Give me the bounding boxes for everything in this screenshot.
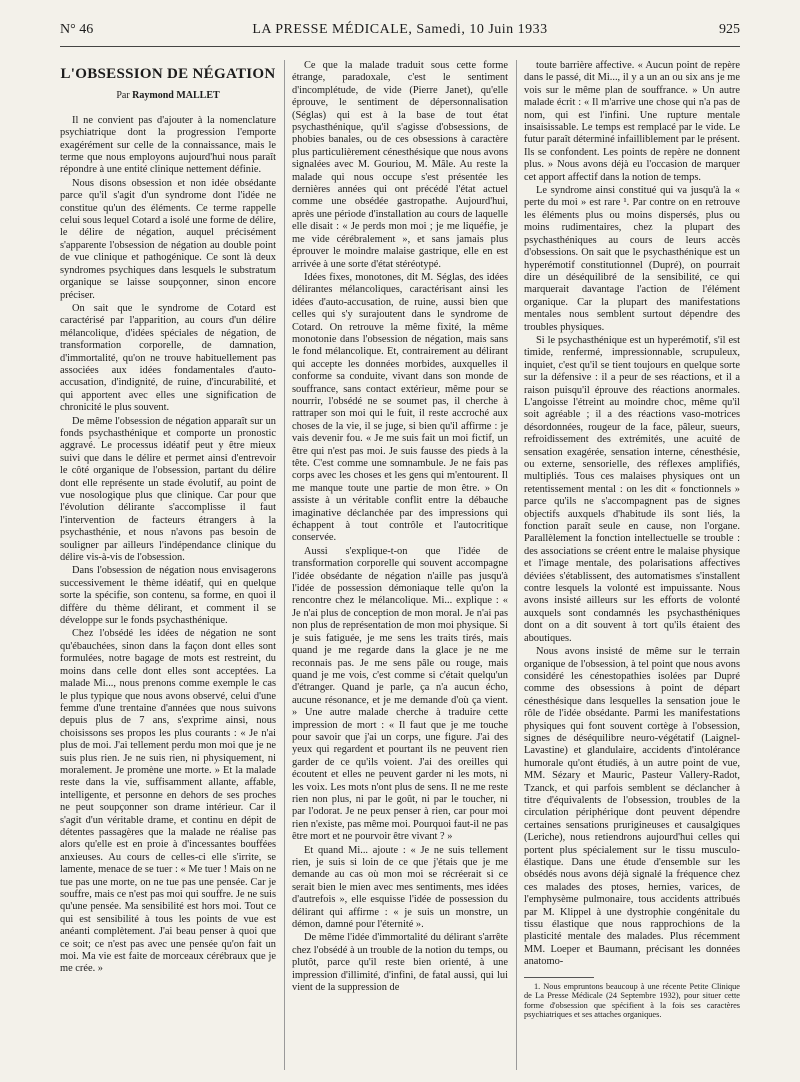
paragraph: Le syndrome ainsi constitué qui va jusqu'à la « perte du moi » est rare ¹. Par contre on en retrouve les éléments plus ou moins dispersés, plus ou moins rudimentaires, chez la plupart des psychasthéniques au cours de leurs accès d'obsessions. On sait que le psychasthénique est un hyperémotif constitutionnel (Dupré), on pourrait dire un déséquilibré de la sensibilité, ce qui marquerait davantage l'action de l'élément organique. Car la plupart des manifestations mentales nous semblent surtout dépendre des troubles physiques. [524, 185, 740, 333]
footnote-rule [524, 977, 594, 978]
byline [60, 90, 276, 102]
column-2 [292, 60, 508, 1070]
footnote-text: 1. Nous empruntons beaucoup à une récente Petite Clinique de La Presse Médicale (24 Septembre 1932), pour situer cette forme d'obsession que spécifient à la fois ses caractères psychiatriques et ses attaches organiques. [524, 981, 740, 1020]
byline-prefix: Par [116, 90, 130, 102]
column-3 [524, 60, 740, 1070]
column-divider [284, 60, 285, 1070]
paragraph: On sait que le syndrome de Cotard est caractérisé par l'apparition, au cours d'un délire mélancolique, d'idées spéciales de négation, de transformation corporelle, de damnation, d'immortalité, qu'on ne trouve habituellement pas associées aux idées fondamentales d'auto-accusation, d'indignité, de ruine, d'incurabilité, et qui apportent avec elles une signification de chronicité le plus souvent. [60, 302, 276, 414]
paragraph: Il ne convient pas d'ajouter à la nomenclature psychiatrique dont la progression l'emporte exagérément sur celle de la connaissance, mais le terme que nous employons aujourd'hui nous paraît répondre à une entité clinique nettement définie. [60, 114, 276, 176]
paragraph: Nous avons insisté de même sur le terrain organique de l'obsession, à tel point que nous avons considéré les cénestopathies isolées par Dupré comme des obsessions à point de départ cénesthésique dans lesquelles la sensation joue le rôle de l'idée obsédante. Parmi les manifestations physiques qui font souvent cortège à l'obsession, signes de déséquilibre neuro-végétatif (Laignel-Lavastine) et glandulaire, accidents d'intolérance humorale qu'ont étudiés, à un autre point de vue, MM. Sézary et Mauric, Pasteur Vallery-Radot, Tzanck, et qui parfois semblent se déclancher à titre d'équivalents de l'obsession, troubles de la circulation périphérique dont peuvent dépendre certaines sensations prurigineuses et causalgiques (Leriche), nous retiendrons aujourd'hui celles qui portent plus spécialement sur le tissu musculo-élastique. Dans une étude d'ensemble sur les obsédés nous avons déjà signalé la fréquence chez ces malades des ptoses, hernies, varices, de l'emphysème pulmonaire, tous accidents attribués par M. Klippel à une dystrophie congénitale du tissu élastique que nous rapprochions de la plasticité mentale des malades. Plus récemment MM. Loeper et Baumann, précisant les données anatomo- [524, 646, 740, 968]
journal-title: LA PRESSE MÉDICALE, Samedi, 10 Juin 1933 [252, 22, 548, 37]
issue-number: N° 46 [60, 22, 94, 37]
paragraph: Chez l'obsédé les idées de négation ne sont qu'ébauchées, sinon dans la façon dont elles sont formulées, notre bagage de mots est restreint, du moins dans celle dont elles sont acceptées. La malade Mi..., nous prenons comme exemple le cas le plus typique que nous avons observé, celui d'une femme d'une trentaine d'années que nous suivons depuis plus de 7 ans, s'exprime ainsi, nous choisissons ses propos les plus courants : « Je n'ai plus de moi. J'ai tellement perdu mon moi que je ne suis plus rien. Je ne suis rien, ni physiquement, ni moralement. Je promène une morte. » Et la malade reste dans la vie, suffisamment allante, affable, intelligente, et personne en dehors de ses proches ne peut soupçonner son drame intérieur. Car il s'agit d'un véritable drame, et continu en dépit de détentes passagères que la malade ne réalise pas alors qu'elle est en proie à d'incessantes bouffées anxieuses. Au cours de celles-ci elle s'irrite, se lamente, menace de se tuer : « Me tuer ! Mais on ne tue pas une morte, on ne tue pas une pensée. Car je souffre, mais ce n'est pas moi qui souffre. Je ne suis qu'une pensée. Ma sensibilité est hors moi. Tout ce qui est sensibilité à tous les points de vue est anéanti complètement. J'ai beau penser à quoi que ce soit; ce n'est pas avec une pensée qu'on fait un moi. Ma vie est faite de morceaux cérébraux que je me crée. » [60, 628, 276, 975]
paragraph: Nous disons obsession et non idée obsédante parce qu'il s'agit d'un syndrome dont l'idée ne constitue qu'un des éléments. Ce terme rappelle celui sous lequel Cotard a isolé une forme de délire, le délire de négation, auquel précisément s'apparente l'obsession de négation au double point de vue clinique et pathogénique. Ce sont là deux syndromes psychiques dans lesquels le substratum organique se laisse soupçonner, sinon encore préciser. [60, 177, 276, 301]
page-header [60, 22, 740, 44]
footnote [524, 982, 740, 1020]
header-rule [60, 46, 740, 47]
paragraph: Ce que la malade traduit sous cette forme étrange, paradoxale, c'est le sentiment d'incomplétude, de vide (Pierre Janet), qu'elle éprouve, le sentiment de dépersonnalisation (Séglas) qui est à la base de tout état psychasthénique, qu'il s'agisse d'obsessions, de phobies banales, ou de ces obsessions à caractère plus particulièrement cénesthésique que nous avons signalées avec M. Gouriou, M. Mâle. Au reste la malade qui nous occupe s'est présentée les dernières années qui ont précédé l'état actuel comme une obsédée gastropathe. Aujourd'hui, après une période d'installation au cours de laquelle elle disait : « Je perds mon moi ; je me liquéfie, je me vide cérébralement », et sans jamais plus éprouver le moindre malaise gastrique, elle en est arrivée à une sorte d'état stéréotypé. [292, 60, 508, 270]
paragraph: Et quand Mi... ajoute : « Je ne suis tellement rien, je suis si loin de ce que j'étais que je me demande au cas où mon moi se récréerait si ce serait bien le mien avec mes sentiments, mes idées d'autrefois », elle esquisse l'idée de possession du délirant qui affirme : « je suis un monstre, un démon, damné pour l'éternité ». [292, 844, 508, 931]
paragraph: Aussi s'explique-t-on que l'idée de transformation corporelle qui souvent accompagne l'idée obsédante de négation n'aille pas jusqu'à l'idée de possession démoniaque telle qu'on la rencontre chez le mélancolique. Mi... explique : « Je n'ai plus de conception de mon moral. Je n'ai pas non plus de représentation de mon moi physique. Si je suis fatiguée, je me sens les traits tirés, mais quand je me regarde dans la glace je ne me reconnais pas. Je me sens pâle ou rouge, mais quand je me vois, c'est comme si c'était quelqu'un d'étranger. Quand je parle, ça n'a aucun écho, aucune résonance, et je me demande d'où ça vient. » Une autre malade cherche à traduire cette impression de mort : « Il faut que je me touche pour savoir que j'ai un corps, une figure. J'ai des yeux qui regardent et pourtant ils ne peuvent rien garder de ce qu'ils voient. J'ai des oreilles qui écoutent et elles ne peuvent garder ni les mots, ni les voix. Les mots n'ont plus de sens. Il ne me reste rien non plus, ni par le goût, ni par le toucher, ni par l'odorat. Je ne peux penser à rien, car pour moi rien n'existe, pas même moi. Pourquoi faut-il ne pas être mort et ne pourvoir être vivant ? » [292, 545, 508, 843]
paragraph: De même l'idée d'immortalité du délirant s'arrête chez l'obsédé à un trouble de la notion du temps, ou plutôt, parce qu'il reste bien orienté, à une impression d'illimité, d'infini, de fatal aussi, qui lui vient de la suppression de [292, 932, 508, 994]
paragraph: Idées fixes, monotones, dit M. Séglas, des idées délirantes mélancoliques, caractérisant ainsi les idées d'auto-accusation, de ruine, aussi bien que celles qui s'y surajoutent dans le syndrome de Cotard. On retrouve la même fixité, la même monotonie dans l'obsession de négation, mais sans le fond mélancolique. Et, contrairement au délirant qui accepte les données morbides, auxquelles il conforme sa conduite, vivant dans son monde de souffrance, sans contact extérieur, même pour se nourrir, l'obsédé ne se soumet pas, il cherche à rattraper son moi qui le fuit, il reste accroché aux choses de la vie, il se juge, si bien qu'il affirme : je vais devenir fou. « Je me suis fait un moi fictif, un être qui n'est pas moi. Je suis fausse des pieds à la tête. C'est comme une somnambule. Je ne fais pas corps avec les choses et les gens qui m'entourent. Il me manque toute une partie de mon être. » On assiste à un véritable conflit entre la débauche imaginative déclanchée par des impressions qui échappent à tout contrôle et l'autocritique conservée. [292, 271, 508, 544]
paragraph: Dans l'obsession de négation nous envisagerons successivement le thème idéatif, qui en quelque sorte la spécifie, son contenu, sa forme, en quoi il diffère du thème délirant, et comment il se développe sur le fonds psychasthénique. [60, 565, 276, 627]
article-title: L'OBSESSION DE NÉGATION [60, 66, 276, 82]
paragraph: toute barrière affective. « Aucun point de repère dans le passé, dit Mi..., il y a un an ou six ans je me vois sur le même plan de souffrance. » Un autre malade écrit : « Il m'arrive une chose qui n'a pas de nom, qui est l'infini. Une rupture mentale insaisissable. Le temps est remplacé par le vide. Le futur paraît déterminé infailliblement par le présent. Ils se confondent. Les points de repère ne donnent plus. » Nous avons déjà eu l'occasion de marquer cet apport affectif dans la notion de temps. [524, 60, 740, 183]
column-divider [516, 60, 517, 1070]
column-1 [60, 60, 276, 1070]
author-name: Raymond MALLET [132, 90, 220, 102]
paragraph: De même l'obsession de négation apparaît sur un fonds psychasthénique et comporte un pronostic aggravé. Le processus idéatif peut y être mieux suivi que dans le délire et permet ainsi d'entrevoir le côté organique de l'obsession, partant du délire dont elle représente un stade évolutif, au point de vue nosologique plus que clinique. Car pour que l'évolution délirante s'accomplisse il faut l'intervention de facteurs étrangers à la psychasthénie, et nous n'avons pas besoin de souligner par ailleurs l'indépendance clinique du délire vis-à-vis de l'obsession. [60, 415, 276, 564]
paragraph: Si le psychasthénique est un hyperémotif, s'il est timide, renfermé, impressionnable, scrupuleux, inquiet, c'est qu'il se tient toujours en quelque sorte sur la défensive : il a peur de ses réactions, et il a raison puisqu'il éprouve des réactions anormales. L'angoisse l'étreint au moindre choc, même qu'il soit agréable ; il a des réactions vaso-motrices désordonnées, rougeur de la face, pâleur, sueurs, refroidissement des extrémités, une acuité de sensation exagérée, sensation interne, cénesthésie, ou externe, sensorielle, des réflexes amplifiés, multipliés. Tous ces malaises physiques ont un retentissement mental : on les dit « fonctionnels » parce qu'ils ne s'accompagnent pas de signes objectifs auxquels d'habitude ils sont liés, la fonction paraît seule en cause, non l'organe. Parallèlement la fonction intellectuelle se trouble : des associations se créent entre le malaise physique et l'image mentale, des polarisations affectives déviées s'établissent, des automatismes s'installent contre lesquels la volonté est impuissante. Nous avons insisté ailleurs sur les efforts de volonté auxquels sont condamnés les psychasthéniques dont on a dit souvent à tort qu'ils étaient des aboutiques. [524, 334, 740, 644]
page-number: 925 [719, 22, 740, 37]
